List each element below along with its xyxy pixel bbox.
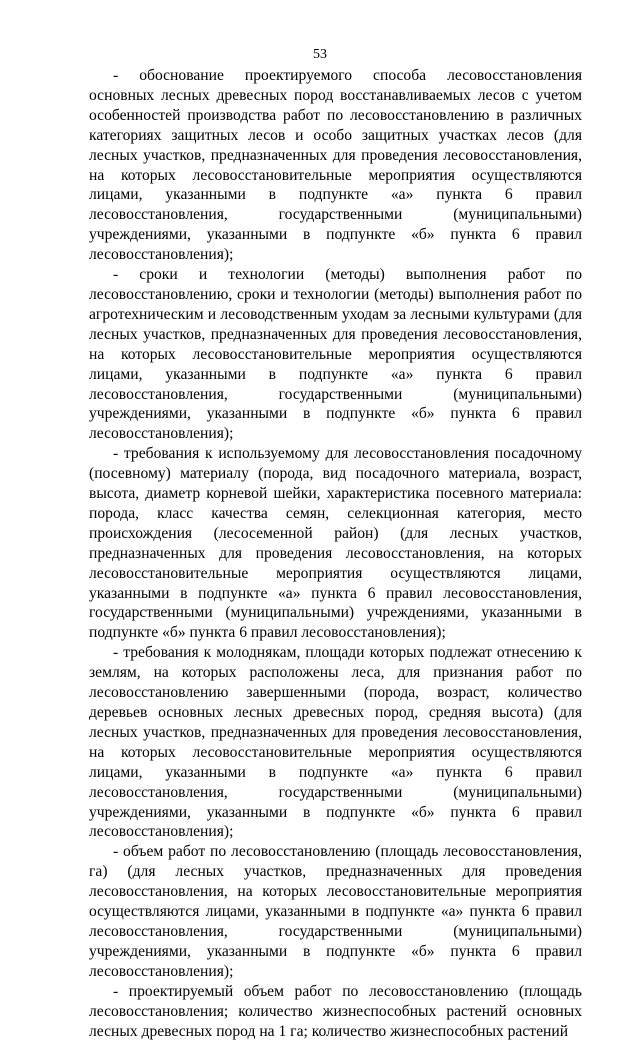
page-number: 53: [313, 47, 327, 62]
paragraph-work-volume: - объем работ по лесовосстановлению (площадь лесовосстановления, га) (для лесных участков, предназначенных для проведения лесовосстановления, на которых лесовосстановительные мероприятия осуществляются лицами, указанными в подпункте «а» пункта 6 правил лесовосстановления, государственными (муниципальными) учреждениями, указанными в подпункте «б» пункта 6 правил лесовосстановления);: [89, 843, 582, 980]
paragraph-young-stand-requirements: - требования к молоднякам, площади которых подлежат отнесению к землям, на которых расположены леса, для признания работ по лесовосстановлению завершенными (порода, возраст, количество деревьев основных лесных древесных пород, средняя высота) (для лесных участков, предназначенных для проведения лесовосстановления, на которых лесовосстановительные мероприятия осуществляются лицами, указанными в подпункте «а» пункта 6 правил лесовосстановления, государственными (муниципальными) учреждениями, указанными в подпункте «б» пункта 6 правил лесовосстановления);: [89, 644, 582, 841]
body-text: [89, 66, 582, 1041]
paragraph-reforestation-method: - обоснование проектируемого способа лесовосстановления основных лесных древесных пород восстанавливаемых лесов с учетом особенностей производства работ по лесовосстановлению в различных категориях защитных лесов и особо защитных участках лесов (для лесных участков, предназначенных для проведения лесовосстановления, на которых лесовосстановительные мероприятия осуществляются лицами, указанными в подпункте «а» пункта 6 правил лесовосстановления, государственными (муниципальными) учреждениями, указанными в подпункте «б» пункта 6 правил лесовосстановления);: [89, 67, 582, 264]
paragraph-projected-work-volume: - проектируемый объем работ по лесовосстановлению (площадь лесовосстановления; количество жизнеспособных растений основных лесных древесных пород на 1 га; количество жизнеспособных растений: [89, 982, 582, 1040]
paragraph-timing-and-technologies: - сроки и технологии (методы) выполнения работ по лесовосстановлению, сроки и технологии (методы) выполнения работ по агротехническим и лесоводственным уходам за лесными культурами (для лесных участков, предназначенных для проведения лесовосстановления, на которых лесовосстановительные мероприятия осуществляются лицами, указанными в подпункте «а» пункта 6 правил лесовосстановления, государственными (муниципальными) учреждениями, указанными в подпункте «б» пункта 6 правил лесовосстановления);: [89, 266, 582, 443]
paragraph-planting-material-requirements: - требования к используемому для лесовосстановления посадочному (посевному) материалу (порода, вид посадочного материала, возраст, высота, диаметр корневой шейки, характеристика посевного материала: порода, класс качества семян, селекционная категория, место происхождения (лесосеменной район) (для лесных участков, предназначенных для проведения лесовосстановления, на которых лесовосстановительные мероприятия осуществляются лицами, указанными в подпункте «а» пункта 6 правил лесовосстановления, государственными (муниципальными) учреждениями, указанными в подпункте «б» пункта 6 правил лесовосстановления);: [89, 445, 582, 642]
